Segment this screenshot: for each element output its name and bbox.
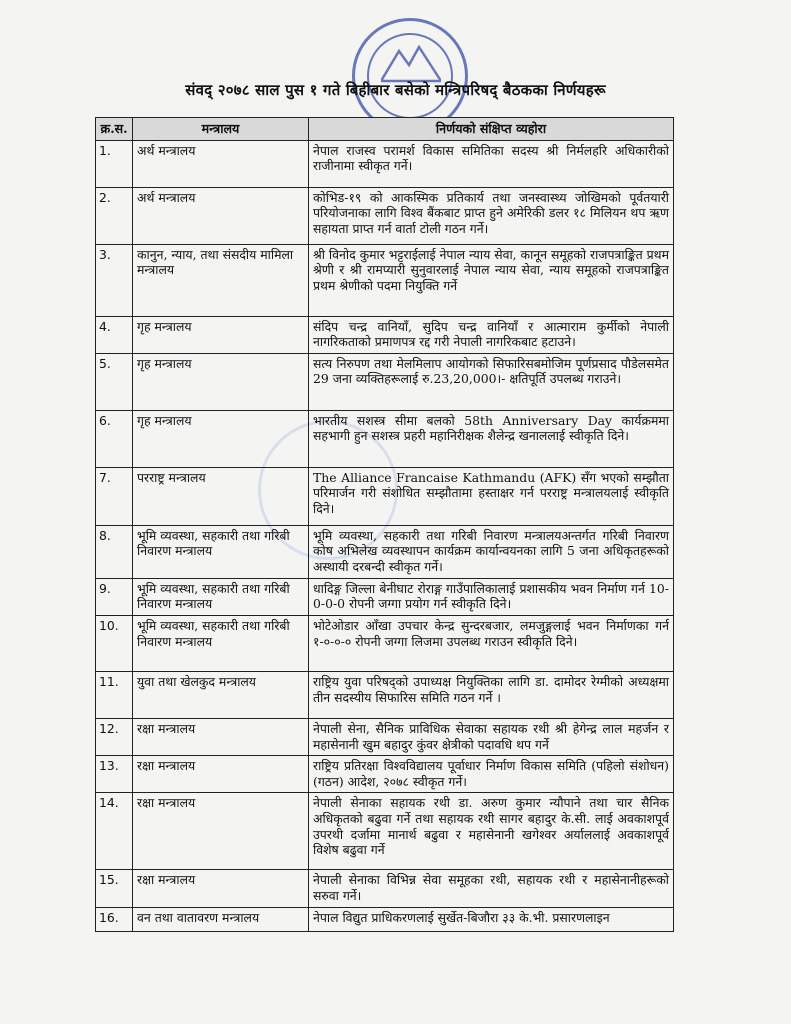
mountain-emblem-icon [381,43,441,83]
decisions-table [95,117,674,932]
row-ministry: रक्षा मन्त्रालय [133,756,309,793]
row-number: 8. [96,525,133,578]
row-ministry: गृह मन्त्रालय [133,410,309,467]
header-decision: निर्णयको संक्षिप्त व्यहोरा [309,118,674,141]
row-decision: संदिप चन्द्र वानियाँ, सुदिप चन्द्र वानियाँ र आत्माराम कुर्मीको नेपाली नागरिकताको प्रमाणपत्र रद्द गरी नेपाली नागरिकबाट हटाउने। [309,316,674,353]
row-ministry: अर्थ मन्त्रालय [133,187,309,244]
row-number: 1. [96,140,133,187]
row-decision: नेपाली सेनाका सहायक रथी डा. अरुण कुमार न्यौपाने तथा चार सैनिक अधिकृतको बढुवा गर्ने तथा सहायक रथी सागर बहादुर के.सी. लाई अवकाशपूर्व उपरथी दर्जामा मानार्थ बढुवा र महासेनानी खगेश्वर अर्याललाई अवकाशपूर्व विशेष बढुवा गर्ने [309,793,674,870]
row-number: 3. [96,244,133,316]
row-ministry: भूमि व्यवस्था, सहकारी तथा गरिबी निवारण मन्त्रालय [133,578,309,615]
row-decision: नेपाल राजस्व परामर्श विकास समितिका सदस्य श्री निर्मलहरि अधिकारीको राजीनामा स्वीकृत गर्ने। [309,140,674,187]
table-row [96,316,674,353]
row-number: 5. [96,353,133,410]
row-ministry: परराष्ट्र मन्त्रालय [133,467,309,525]
row-decision: राष्ट्रिय युवा परिषद्को उपाध्यक्ष नियुक्तिका लागि डा. दामोदर रेग्मीको अध्यक्षमा तीन सदस्यीय सिफारिस समिति गठन गर्ने । [309,671,674,718]
header-serial: क्र.स. [96,118,133,141]
row-number: 14. [96,793,133,870]
table-header-row [96,118,674,141]
row-ministry: गृह मन्त्रालय [133,353,309,410]
table-row [96,756,674,793]
row-decision: कोभिड-१९ को आकस्मिक प्रतिकार्य तथा जनस्वास्थ्य जोखिमको पूर्वतयारी परियोजनाका लागि विश्व बैंकबाट प्राप्त हुने अमेरिकी डलर १८ मिलियन थप ऋण सहायता प्राप्त गर्न वार्ता टोली गठन गर्ने। [309,187,674,244]
row-decision: भोटेओडार आँखा उपचार केन्द्र सुन्दरबजार, लमजुङ्गलाई भवन निर्माणका गर्न १-०-०-० रोपनी जग्गा लिजमा उपलब्ध गराउन स्वीकृति दिने। [309,615,674,671]
table-row [96,244,674,316]
row-ministry: भूमि व्यवस्था, सहकारी तथा गरिबी निवारण मन्त्रालय [133,615,309,671]
row-decision: नेपाल विद्युत प्राधिकरणलाई सुर्खेत-बिजौरा ३३ के.भी. प्रसारणलाइन [309,907,674,931]
row-decision: धादिङ्ग जिल्ला बेनीघाट रोराङ्ग गाउँपालिकालाई प्रशासकीय भवन निर्माण गर्न 10-0-0-0 रोपनी जग्गा प्रयोग गर्न स्वीकृति दिने। [309,578,674,615]
row-number: 9. [96,578,133,615]
row-decision: सत्य निरुपण तथा मेलमिलाप आयोगको सिफारिसबमोजिम पूर्णप्रसाद पौडेलसमेत 29 जना व्यक्तिहरूलाई रु.23,20,000।- क्षतिपूर्ति उपलब्ध गराउने। [309,353,674,410]
table-row [96,467,674,525]
row-decision: भारतीय सशस्त्र सीमा बलको 58th Anniversary Day कार्यक्रममा सहभागी हुन सशस्त्र प्रहरी महानिरीक्षक शैलेन्द्र खनाललाई स्वीकृति दिने। [309,410,674,467]
table-row [96,907,674,931]
row-decision: श्री विनोद कुमार भट्टराईलाई नेपाल न्याय सेवा, कानून समूहको राजपत्राङ्कित प्रथम श्रेणी र श्री रामप्यारी सुनुवारलाई नेपाल न्याय सेवा, न्याय समूहको राजपत्राङ्कित प्रथम श्रेणीको पदमा नियुक्ति गर्ने [309,244,674,316]
row-decision: राष्ट्रिय प्रतिरक्षा विश्वविद्यालय पूर्वाधार निर्माण विकास समिति (पहिलो संशोधन) (गठन) आदेश, २०७८ स्वीकृत गर्ने। [309,756,674,793]
row-number: 16. [96,907,133,931]
row-ministry: गृह मन्त्रालय [133,316,309,353]
row-number: 15. [96,870,133,907]
row-ministry: कानुन, न्याय, तथा संसदीय मामिला मन्त्रालय [133,244,309,316]
row-decision: भूमि व्यवस्था, सहकारी तथा गरिबी निवारण मन्त्रालयअन्तर्गत गरिबी निवारण कोष अभिलेख व्यवस्थापन कार्यक्रम कार्यान्वयनका लागि 5 जना अधिकृतहरूको अस्थायी दरबन्दी स्वीकृत गर्ने। [309,525,674,578]
row-ministry: अर्थ मन्त्रालय [133,140,309,187]
table-row [96,410,674,467]
table-row [96,671,674,718]
table-row [96,140,674,187]
row-ministry: रक्षा मन्त्रालय [133,793,309,870]
row-decision: The Alliance Francaise Kathmandu (AFK) सँग भएको सम्झौता परिमार्जन गरी संशोधित सम्झौतामा हस्ताक्षर गर्न परराष्ट्र मन्त्रालयलाई स्वीकृति दिने। [309,467,674,525]
row-number: 6. [96,410,133,467]
table-row [96,718,674,755]
row-ministry: युवा तथा खेलकुद मन्त्रालय [133,671,309,718]
row-number: 12. [96,718,133,755]
row-decision: नेपाली सेना, सैनिक प्राविधिक सेवाका सहायक रथी श्री हेगेन्द्र लाल महर्जन र महासेनानी खुम बहादुर कुंवर क्षेत्रीको पदावधि थप गर्ने [309,718,674,755]
row-number: 11. [96,671,133,718]
row-ministry: रक्षा मन्त्रालय [133,870,309,907]
row-number: 7. [96,467,133,525]
row-number: 10. [96,615,133,671]
page-title: संवद् २०७८ साल पुस १ गते बिहीबार बसेको मन्त्रिपरिषद् बैठकका निर्णयहरू [185,81,606,99]
header-ministry: मन्त्रालय [133,118,309,141]
table-row [96,525,674,578]
row-number: 13. [96,756,133,793]
table-row [96,578,674,615]
row-number: 4. [96,316,133,353]
row-ministry: भूमि व्यवस्था, सहकारी तथा गरिबी निवारण मन्त्रालय [133,525,309,578]
row-decision: नेपाली सेनाका विभिन्न सेवा समूहका रथी, सहायक रथी र महासेनानीहरूको सरुवा गर्ने। [309,870,674,907]
table-row [96,615,674,671]
table-row [96,870,674,907]
table-row [96,353,674,410]
row-ministry: वन तथा वातावरण मन्त्रालय [133,907,309,931]
table-row [96,187,674,244]
row-number: 2. [96,187,133,244]
table-row [96,793,674,870]
row-ministry: रक्षा मन्त्रालय [133,718,309,755]
